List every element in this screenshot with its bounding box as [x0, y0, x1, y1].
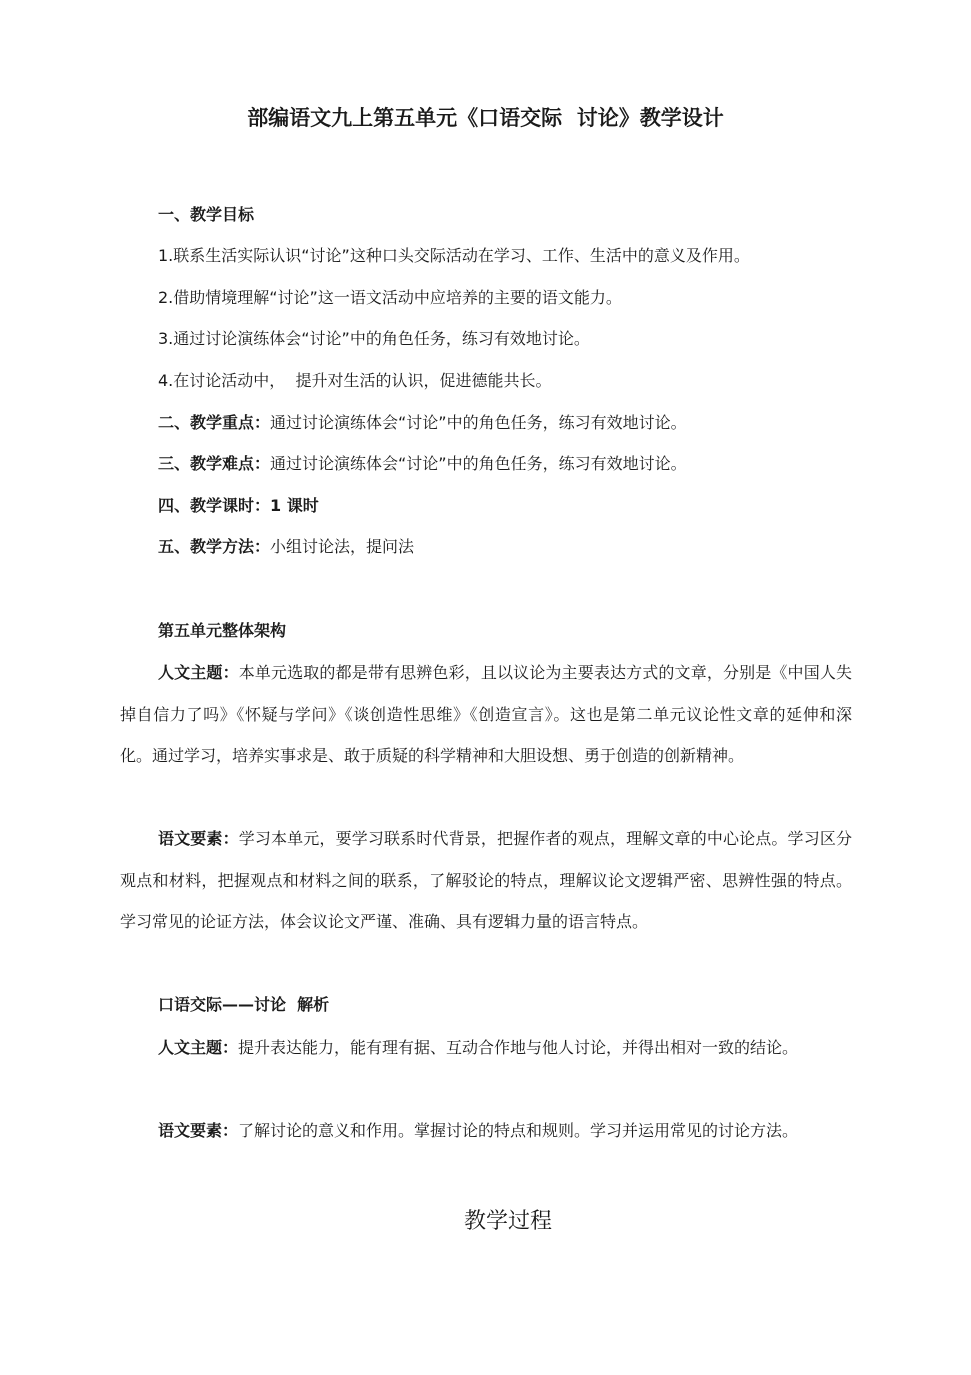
- difficulties-label: 三、教学难点：: [158, 454, 271, 473]
- difficulties-text: 通过讨论演练体会“讨论”中的角色任务，练习有效地讨论。: [270, 454, 687, 473]
- objectives-heading: 一、教学目标: [158, 205, 255, 224]
- methods-label: 五、教学方法：: [158, 537, 271, 556]
- unit-heading: 第五单元整体架构: [158, 621, 287, 640]
- objective-item-2: 2.借助情境理解“讨论”这一语文活动中应培养的主要的语文能力。: [158, 288, 622, 307]
- difficulties: [158, 453, 687, 475]
- oral-heading: 口语交际——讨论 解析: [158, 995, 330, 1014]
- oral-theme-label: 人文主题：: [158, 1038, 239, 1057]
- unit-theme-label: 人文主题：: [158, 663, 239, 682]
- key-points: [158, 412, 687, 434]
- oral-theme-text: 提升表达能力，能有理有据、互动合作地与他人讨论，并得出相对一致的结论。: [238, 1038, 799, 1057]
- unit-theme-text: 本单元选取的都是带有思辨色彩，且以议论为主要表达方式的文章，分别是《中国人失掉自信力了吗》《怀疑与学问》《谈创造性思维》《创造宣言》。这也是第二单元议论性文章的延伸和深化。通过学习，培养实事求是、敢于质疑的科学精神和大胆设想、勇于创造的创新精神。: [120, 663, 852, 765]
- oral-elements-label: 语文要素：: [158, 1121, 239, 1140]
- key-points-text: 通过讨论演练体会“讨论”中的角色任务，练习有效地讨论。: [270, 413, 687, 432]
- unit-elements-text: 学习本单元，要学习联系时代背景，把握作者的观点，理解文章的中心论点。学习区分观点和材料，把握观点和材料之间的联系，了解驳论的特点，理解议论文逻辑严密、思辨性强的特点。学习常见的论证方法，体会议论文严谨、准确、具有逻辑力量的语言特点。: [120, 829, 852, 931]
- key-points-label: 二、教学重点：: [158, 413, 271, 432]
- unit-theme-paragraph: [120, 652, 852, 777]
- methods-text: 小组讨论法，提问法: [270, 537, 415, 556]
- unit-elements-label: 语文要素：: [158, 829, 239, 848]
- document-title: 部编语文九上第五单元《口语交际 讨论》教学设计: [247, 106, 724, 130]
- objective-item-4: 4.在讨论活动中， 提升对生活的认识，促进德能共长。: [158, 371, 552, 390]
- unit-elements-paragraph: [120, 818, 852, 943]
- hours-label: 四、教学课时：: [158, 496, 271, 515]
- hours: [158, 495, 319, 517]
- oral-elements-paragraph: [120, 1110, 852, 1152]
- hours-text: 1 课时: [270, 496, 319, 515]
- oral-theme-paragraph: [120, 1027, 852, 1069]
- process-title: 教学过程: [463, 1209, 552, 1234]
- methods: [158, 536, 414, 558]
- objective-item-1: 1.联系生活实际认识“讨论”这种口头交际活动在学习、工作、生活中的意义及作用。: [158, 246, 750, 265]
- objective-item-3: 3.通过讨论演练体会“讨论”中的角色任务，练习有效地讨论。: [158, 329, 590, 348]
- oral-elements-text: 了解讨论的意义和作用。掌握讨论的特点和规则。学习并运用常见的讨论方法。: [238, 1121, 799, 1140]
